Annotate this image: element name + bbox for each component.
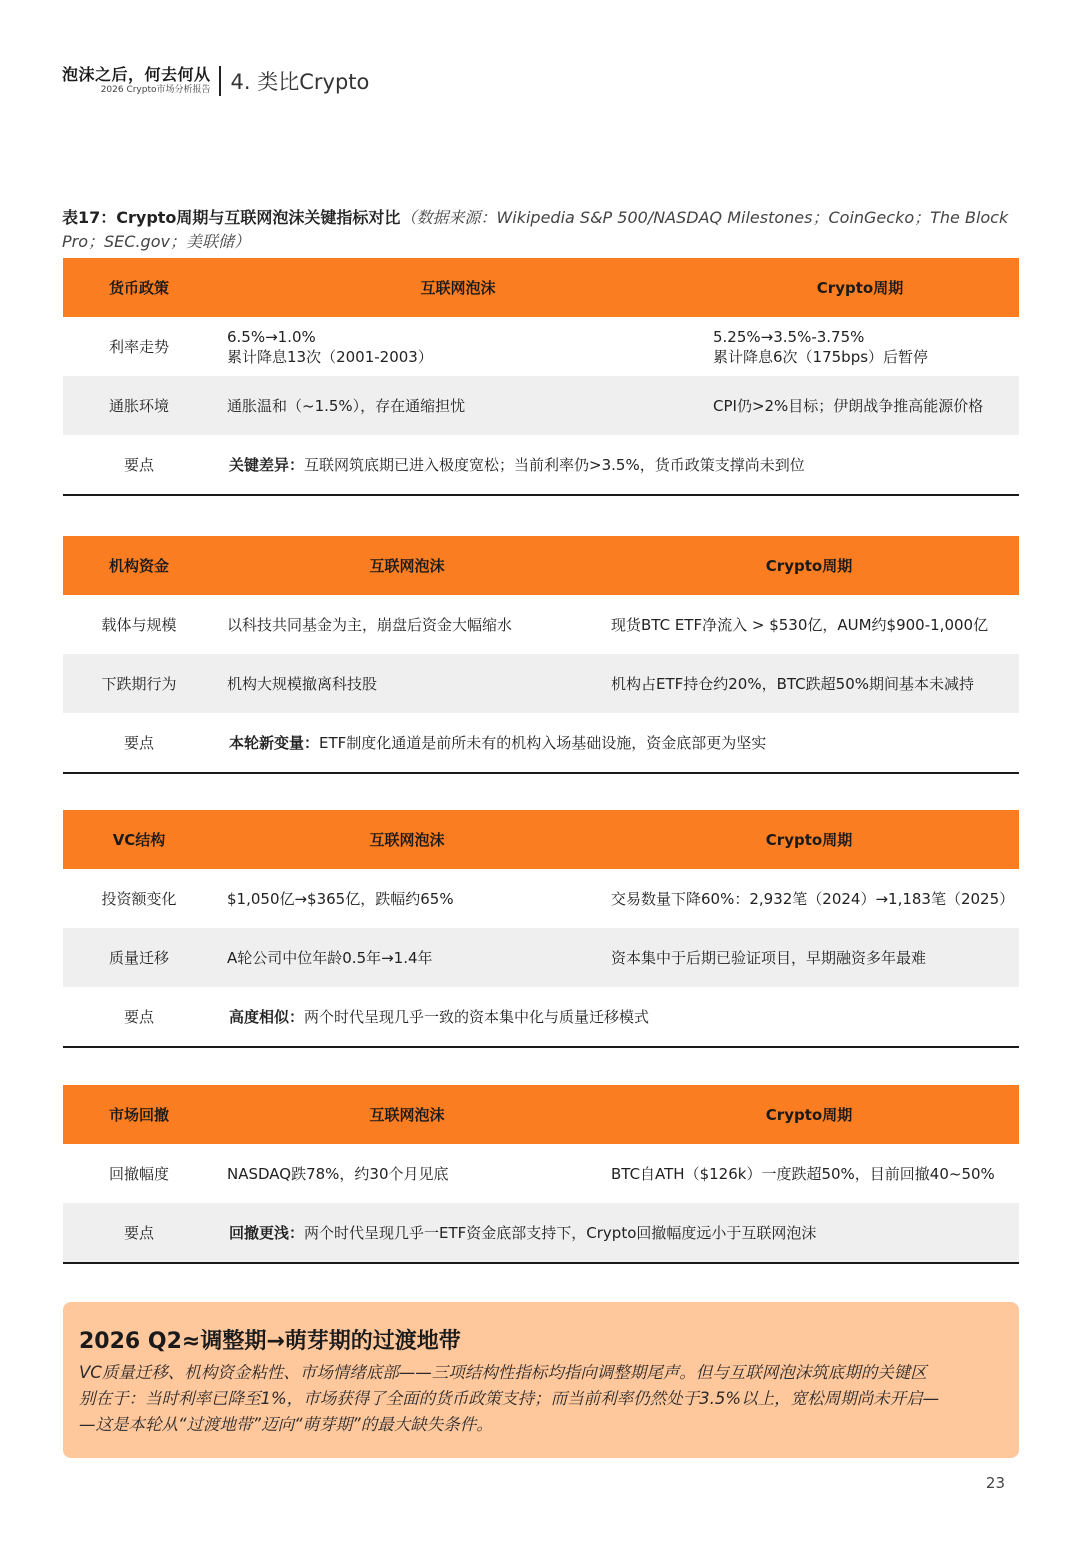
row-label: 回撤幅度 bbox=[108, 1165, 169, 1183]
key-point-row bbox=[63, 987, 1019, 1046]
row-label: 利率走势 bbox=[108, 338, 169, 356]
column-header: 互联网泡沫 bbox=[369, 557, 445, 575]
table-row bbox=[63, 869, 1019, 928]
column-header: 货币政策 bbox=[108, 279, 169, 297]
page-number: 23 bbox=[985, 1474, 1005, 1492]
callout-line: VC质量迁移、机构资金粘性、市场情绪底部——三项结构性指标均指向调整期尾声。但与互联网泡沫筑底期的关键区 bbox=[79, 1363, 927, 1382]
crypto-cycle-cell: 资本集中于后期已验证项目，早期融资多年最难 bbox=[611, 949, 927, 967]
report-brand bbox=[62, 66, 211, 96]
row-label: 投资额变化 bbox=[101, 890, 177, 908]
cell-line: 累计降息6次（175bps）后暂停 bbox=[713, 347, 929, 366]
table-row bbox=[63, 595, 1019, 654]
caption-source: （数据来源：Wikipedia S&P 500/NASDAQ Milestones；CoinGecko；The Block bbox=[400, 208, 1009, 227]
crypto-cycle-cell: BTC自ATH（$126k）一度跌超50%，目前回撤40~50% bbox=[611, 1165, 995, 1183]
row-label: 通胀环境 bbox=[108, 397, 169, 415]
report-subtitle: 2026 Crypto市场分析报告 bbox=[100, 85, 211, 95]
internet-bubble-cell: 通胀温和（~1.5%），存在通缩担忧 bbox=[227, 397, 466, 415]
crypto-cycle-cell bbox=[701, 327, 1019, 367]
table-row bbox=[63, 928, 1019, 987]
key-point-lead: 关键差异： bbox=[229, 456, 305, 474]
cell-line: 6.5%→1.0% bbox=[227, 327, 316, 346]
table-header-row bbox=[63, 536, 1019, 595]
callout-line: —这是本轮从“过渡地带”迈向“萌芽期”的最大缺失条件。 bbox=[79, 1415, 493, 1434]
key-point-cell bbox=[215, 732, 1019, 753]
row-label: 下跌期行为 bbox=[101, 675, 177, 693]
crypto-cycle-cell: CPI仍>2%目标；伊朗战争推高能源价格 bbox=[713, 397, 984, 415]
table-caption bbox=[62, 206, 1022, 254]
header-divider bbox=[219, 66, 221, 96]
row-label: 要点 bbox=[123, 1008, 154, 1026]
table-row bbox=[63, 1144, 1019, 1203]
key-point-cell bbox=[215, 454, 1019, 475]
key-point-row bbox=[63, 713, 1019, 772]
table-row bbox=[63, 654, 1019, 713]
key-point-cell bbox=[215, 1006, 1019, 1027]
row-label: 要点 bbox=[123, 1224, 154, 1242]
crypto-cycle-cell: 交易数量下降60%：2,932笔（2024）→1,183笔（2025） bbox=[611, 890, 1015, 908]
institutional-capital-table bbox=[63, 536, 1019, 774]
key-point-lead: 回撤更浅： bbox=[229, 1224, 305, 1242]
monetary-policy-table bbox=[63, 258, 1019, 496]
internet-bubble-cell: A轮公司中位年龄0.5年→1.4年 bbox=[227, 949, 433, 967]
column-header: Crypto周期 bbox=[816, 279, 904, 297]
market-drawdown-table bbox=[63, 1085, 1019, 1264]
column-header: VC结构 bbox=[112, 831, 166, 849]
caption-source-cont: Pro；SEC.gov；美联储） bbox=[62, 232, 250, 251]
key-point-text: ETF制度化通道是前所未有的机构入场基础设施，资金底部更为坚实 bbox=[319, 734, 767, 752]
callout-title: 2026 Q2≈调整期→萌芽期的过渡地带 bbox=[79, 1329, 461, 1354]
column-header: Crypto周期 bbox=[765, 557, 853, 575]
key-point-cell bbox=[215, 1222, 1019, 1243]
column-header: 互联网泡沫 bbox=[420, 279, 496, 297]
key-point-lead: 本轮新变量： bbox=[229, 734, 320, 752]
vc-structure-table bbox=[63, 810, 1019, 1048]
callout-body bbox=[79, 1360, 1005, 1438]
column-header: Crypto周期 bbox=[765, 1106, 853, 1124]
column-header: 市场回撤 bbox=[108, 1106, 169, 1124]
internet-bubble-cell: 以科技共同基金为主，崩盘后资金大幅缩水 bbox=[227, 616, 513, 634]
row-label: 载体与规模 bbox=[101, 616, 177, 634]
row-label: 要点 bbox=[123, 456, 154, 474]
internet-bubble-cell: $1,050亿→$365亿，跌幅约65% bbox=[227, 890, 454, 908]
callout-line: 别在于：当时利率已降至1%，市场获得了全面的货币政策支持；而当前利率仍然处于3.5%以上，宽松周期尚未开启— bbox=[79, 1389, 940, 1408]
cell-line: 累计降息13次（2001-2003） bbox=[227, 347, 433, 366]
key-point-lead: 高度相似： bbox=[229, 1008, 305, 1026]
column-header: 机构资金 bbox=[108, 557, 169, 575]
table-row bbox=[63, 317, 1019, 376]
key-point-text: 两个时代呈现几乎一致的资本集中化与质量迁移模式 bbox=[304, 1008, 650, 1026]
key-point-row bbox=[63, 1203, 1019, 1262]
table-header-row bbox=[63, 1085, 1019, 1144]
key-point-text: 两个时代呈现几乎一ETF资金底部支持下，Crypto回撤幅度远小于互联网泡沫 bbox=[304, 1224, 817, 1242]
column-header: 互联网泡沫 bbox=[369, 831, 445, 849]
internet-bubble-cell: NASDAQ跌78%，约30个月见底 bbox=[227, 1165, 449, 1183]
crypto-cycle-cell: 机构占ETF持仓约20%，BTC跌超50%期间基本未减持 bbox=[611, 675, 974, 693]
internet-bubble-cell: 机构大规模撤离科技股 bbox=[227, 675, 378, 693]
report-title: 泡沫之后，何去何从 bbox=[62, 65, 211, 84]
cell-line: 5.25%→3.5%-3.75% bbox=[713, 327, 865, 346]
section-title: 4. 类比Crypto bbox=[230, 70, 370, 94]
row-label: 质量迁移 bbox=[108, 949, 169, 967]
caption-label: 表17：Crypto周期与互联网泡沫关键指标对比 bbox=[62, 208, 401, 227]
table-header-row bbox=[63, 810, 1019, 869]
conclusion-callout bbox=[63, 1302, 1019, 1458]
table-row bbox=[63, 376, 1019, 435]
crypto-cycle-cell: 现货BTC ETF净流入 > $530亿，AUM约$900-1,000亿 bbox=[611, 616, 989, 634]
column-header: Crypto周期 bbox=[765, 831, 853, 849]
table-header-row bbox=[63, 258, 1019, 317]
page-header bbox=[62, 64, 369, 98]
row-label: 要点 bbox=[123, 734, 154, 752]
column-header: 互联网泡沫 bbox=[369, 1106, 445, 1124]
internet-bubble-cell bbox=[215, 327, 701, 367]
key-point-text: 互联网筑底期已进入极度宽松；当前利率仍>3.5%，货币政策支撑尚未到位 bbox=[304, 456, 805, 474]
key-point-row bbox=[63, 435, 1019, 494]
